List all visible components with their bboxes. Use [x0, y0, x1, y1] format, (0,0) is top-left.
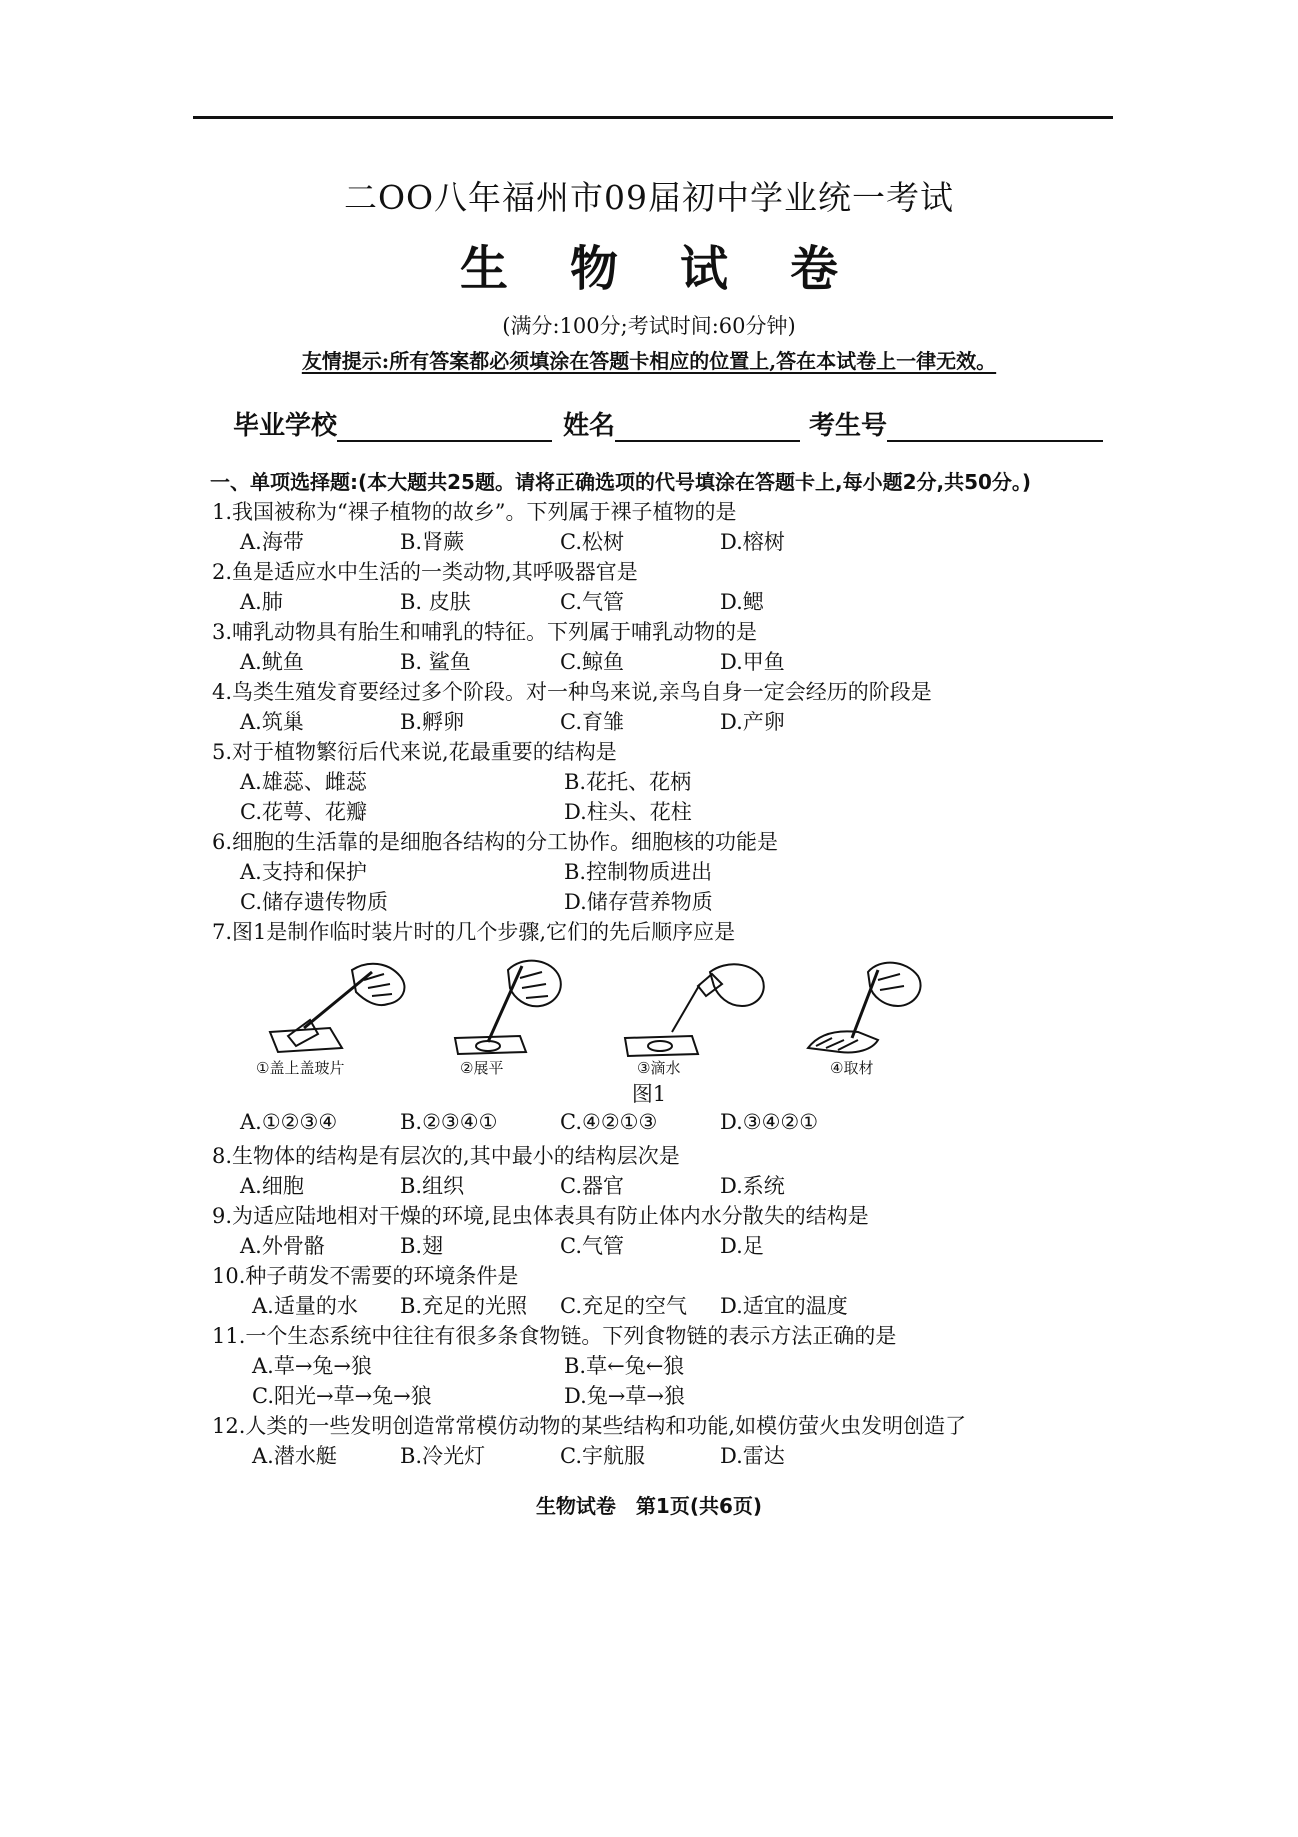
top-rule	[193, 116, 1113, 119]
question-7: 7.图1是制作临时装片时的几个步骤,它们的先后顺序应是	[212, 920, 736, 944]
option: A.草→兔→狼	[252, 1354, 373, 1378]
exam-no-field[interactable]	[809, 405, 1103, 442]
option: C.育雏	[560, 710, 624, 734]
option: D.兔→草→狼	[564, 1384, 685, 1408]
option: A.鱿鱼	[240, 650, 304, 674]
option: C.鲸鱼	[560, 650, 624, 674]
option: C.充足的空气	[560, 1294, 687, 1318]
option: A.雄蕊、雌蕊	[240, 770, 367, 794]
option: B.翅	[400, 1234, 444, 1258]
exam-title: 二OO八年福州市09届初中学业统一考试	[343, 178, 955, 217]
step-3-illustration	[625, 964, 764, 1056]
exam-meta: (满分:100分;考试时间:60分钟)	[502, 314, 796, 338]
option: D.鳃	[720, 590, 764, 614]
option: B.充足的光照	[400, 1294, 528, 1318]
step-4-illustration	[808, 963, 921, 1053]
option: D.③④②①	[720, 1110, 819, 1134]
option: D.足	[720, 1234, 764, 1258]
option: A.适量的水	[252, 1294, 358, 1318]
option: C.器官	[560, 1174, 624, 1198]
option: C.花萼、花瓣	[240, 800, 367, 824]
question-2: 2.鱼是适应水中生活的一类动物,其呼吸器官是	[212, 560, 638, 584]
school-blank[interactable]	[337, 414, 552, 442]
figure-step-1: ①盖上盖玻片	[256, 1059, 345, 1077]
option: D.榕树	[720, 530, 785, 554]
option: D.适宜的温度	[720, 1294, 848, 1318]
option: D.雷达	[720, 1444, 785, 1468]
name-label: 姓名	[563, 411, 616, 441]
subject-title: 生物试卷	[459, 241, 900, 297]
question-5: 5.对于植物繁衍后代来说,花最重要的结构是	[212, 740, 617, 764]
option: D.柱头、花柱	[564, 800, 692, 824]
option: B.草←兔←狼	[564, 1354, 685, 1378]
option: B.冷光灯	[400, 1444, 486, 1468]
option: B. 鲨鱼	[400, 650, 471, 674]
question-4: 4.鸟类生殖发育要经过多个阶段。对一种鸟来说,亲鸟自身一定会经历的阶段是	[212, 680, 932, 704]
option: C.储存遗传物质	[240, 890, 388, 914]
question-11: 11.一个生态系统中往往有很多条食物链。下列食物链的表示方法正确的是	[212, 1324, 897, 1348]
step-1-illustration	[270, 964, 404, 1052]
page-footer: 生物试卷 第1页(共6页)	[535, 1494, 763, 1518]
option: C.④②①③	[560, 1110, 658, 1134]
option: C.松树	[560, 530, 624, 554]
option: B.组织	[400, 1174, 465, 1198]
question-3: 3.哺乳动物具有胎生和哺乳的特征。下列属于哺乳动物的是	[212, 620, 758, 644]
option: A.外骨骼	[240, 1234, 325, 1258]
question-1: 1.我国被称为“裸子植物的故乡”。下列属于裸子植物的是	[212, 500, 737, 524]
figure-title: 图1	[631, 1082, 667, 1106]
option: C.阳光→草→兔→狼	[252, 1384, 432, 1408]
option: D.产卵	[720, 710, 785, 734]
option: A.支持和保护	[240, 860, 367, 884]
exam-no-blank[interactable]	[887, 414, 1103, 442]
exam-no-label: 考生号	[809, 411, 888, 441]
option: B.孵卵	[400, 710, 465, 734]
school-field[interactable]	[233, 405, 552, 442]
question-8: 8.生物体的结构是有层次的,其中最小的结构层次是	[212, 1144, 680, 1168]
option: B.控制物质进出	[564, 860, 713, 884]
question-10: 10.种子萌发不需要的环境条件是	[212, 1264, 519, 1288]
name-field[interactable]	[563, 405, 800, 442]
student-info-fields	[233, 405, 1093, 441]
figure-step-3: ③滴水	[637, 1059, 681, 1077]
question-12: 12.人类的一些发明创造常常模仿动物的某些结构和功能,如模仿萤火虫发明创造了	[212, 1414, 967, 1438]
option: B.②③④①	[400, 1110, 498, 1134]
school-label: 毕业学校	[233, 411, 338, 441]
question-9: 9.为适应陆地相对干燥的环境,昆虫体表具有防止体内水分散失的结构是	[212, 1204, 869, 1228]
option: B.花托、花柄	[564, 770, 692, 794]
name-blank[interactable]	[615, 414, 800, 442]
figure-step-4: ④取材	[830, 1059, 874, 1077]
option: D.甲鱼	[720, 650, 785, 674]
question-6: 6.细胞的生活靠的是细胞各结构的分工协作。细胞核的功能是	[212, 830, 779, 854]
option: A.筑巢	[240, 710, 304, 734]
notice	[0, 345, 1298, 374]
option: C.宇航服	[560, 1444, 645, 1468]
option: A.潜水艇	[252, 1444, 337, 1468]
option: C.气管	[560, 1234, 624, 1258]
option: B.肾蕨	[400, 530, 465, 554]
notice-text: 友情提示:所有答案都必须填涂在答题卡相应的位置上,答在本试卷上一律无效。	[301, 349, 997, 373]
option: D.系统	[720, 1174, 785, 1198]
option: B. 皮肤	[400, 590, 471, 614]
option: A.①②③④	[240, 1110, 338, 1134]
option: A.肺	[240, 590, 283, 614]
option: D.储存营养物质	[564, 890, 713, 914]
step-2-illustration	[455, 961, 561, 1054]
section-heading: 一、单项选择题:(本大题共25题。请将正确选项的代号填涂在答题卡上,每小题2分,共50分。)	[210, 470, 1032, 494]
option: C.气管	[560, 590, 624, 614]
option: A.海带	[240, 530, 304, 554]
figure-step-2: ②展平	[460, 1059, 504, 1077]
option: A.细胞	[240, 1174, 304, 1198]
